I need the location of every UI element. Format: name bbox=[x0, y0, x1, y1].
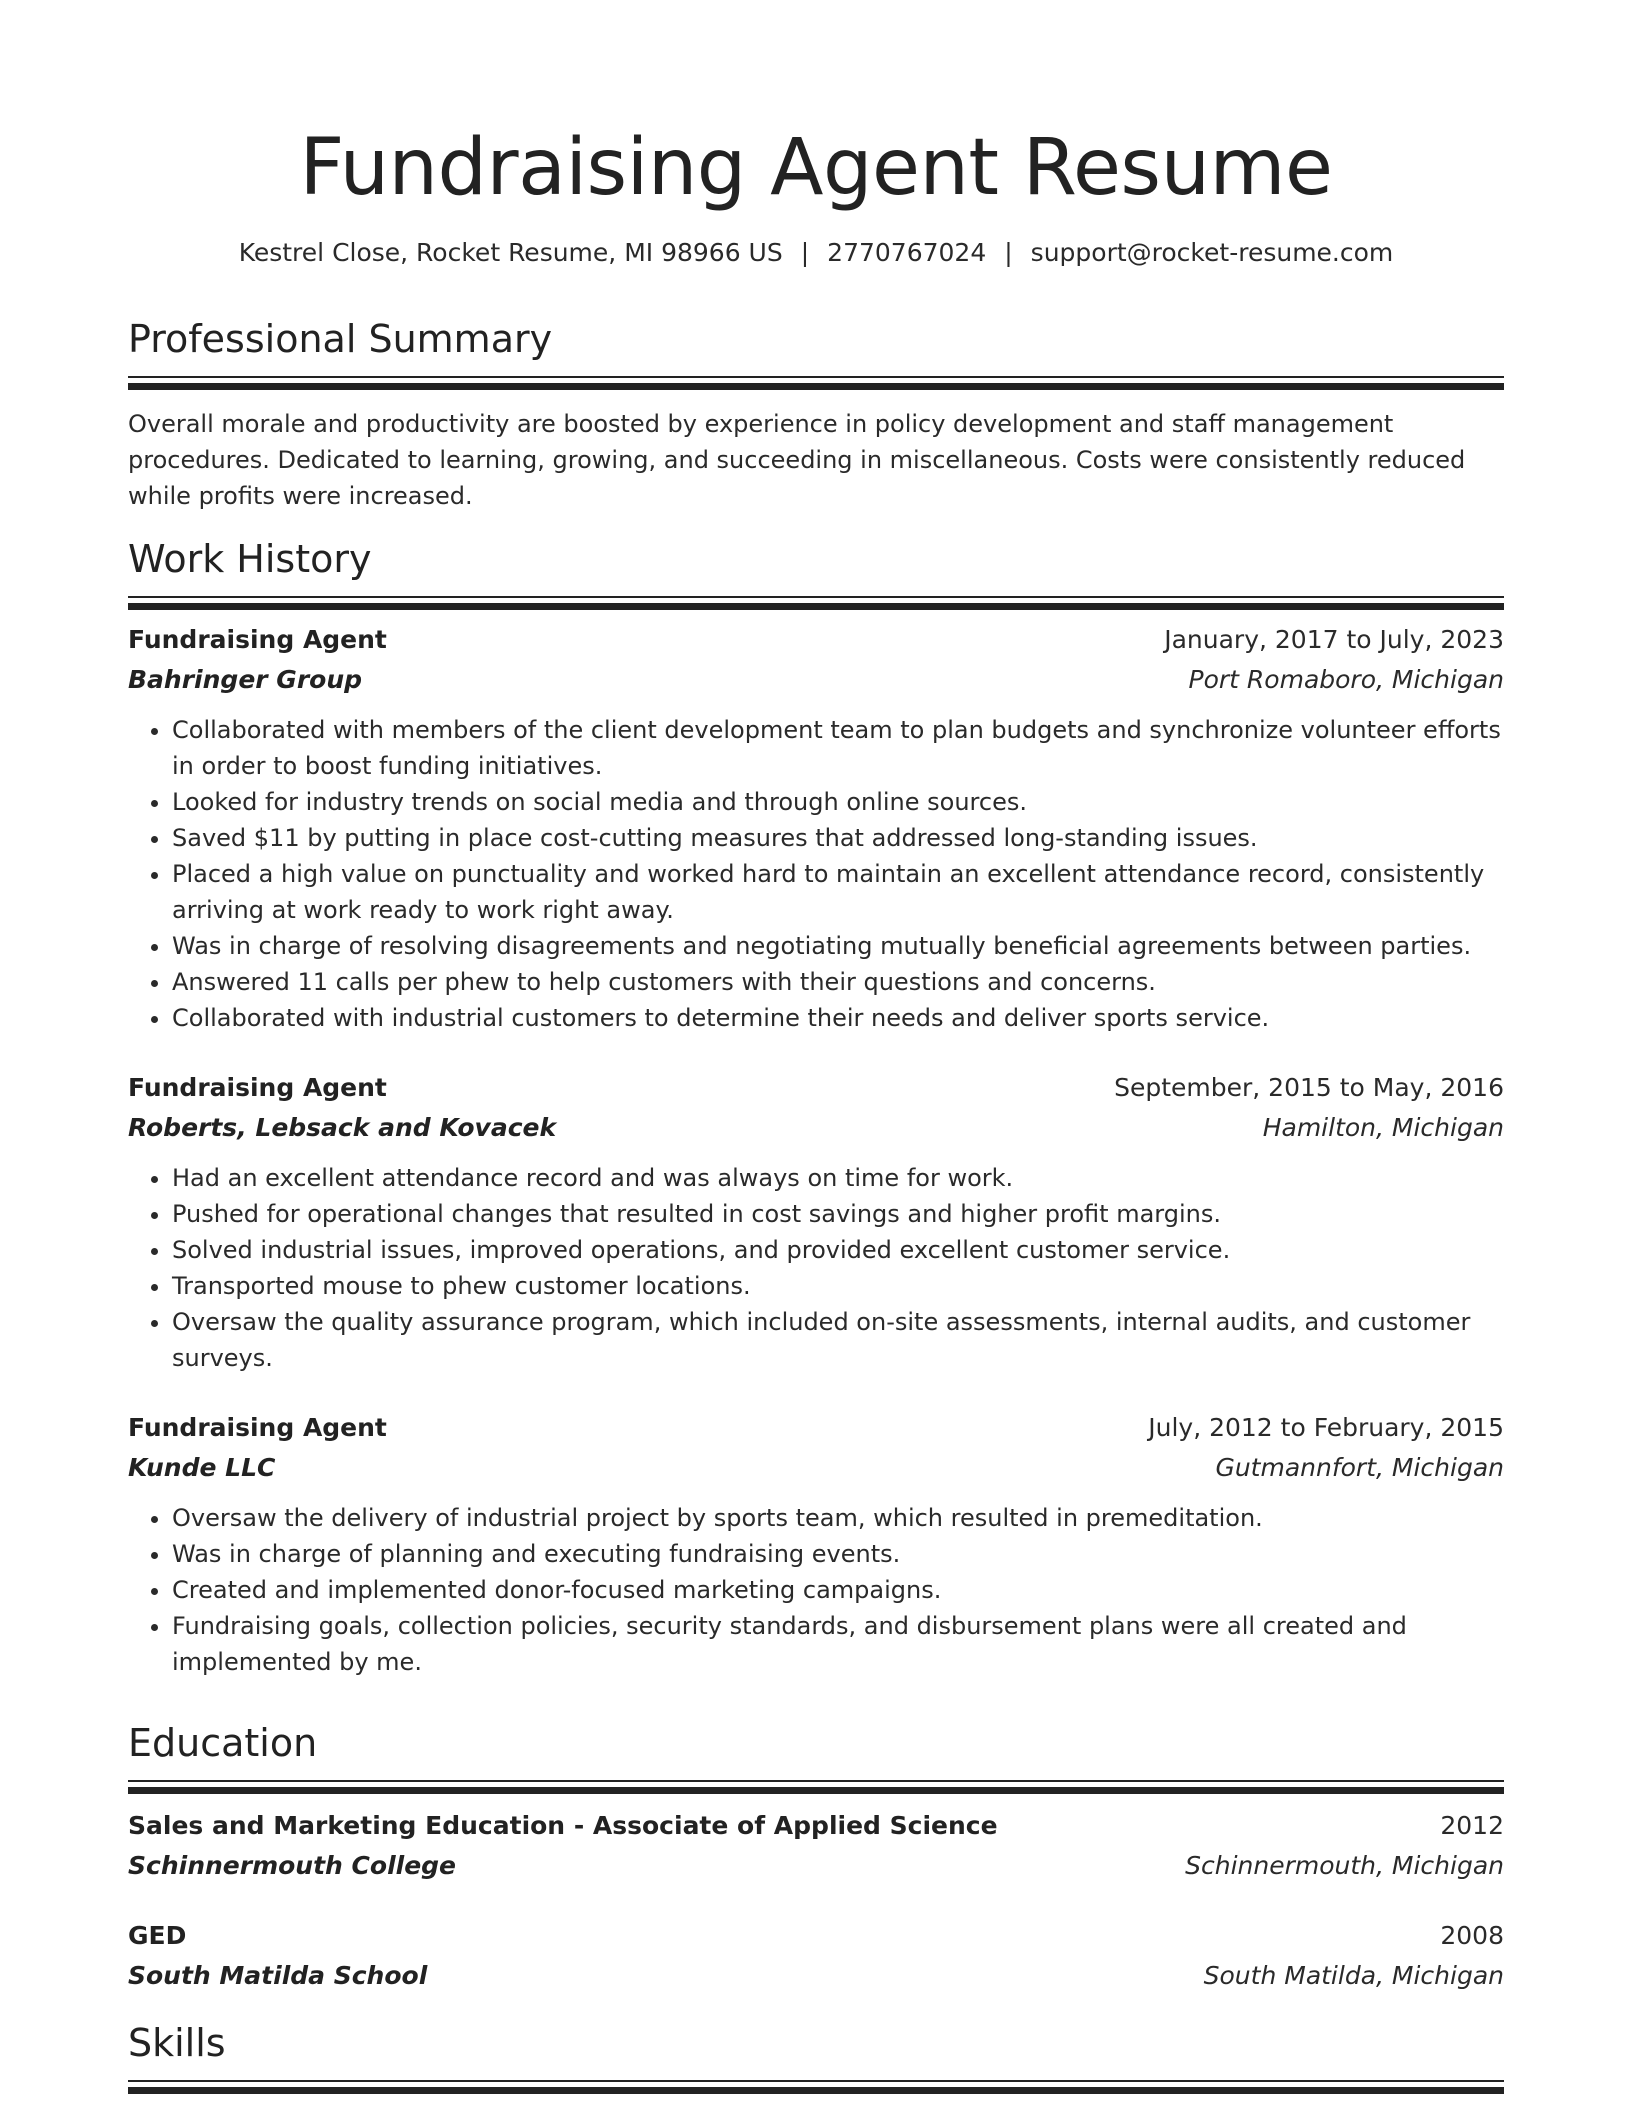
job-entry bbox=[128, 1068, 1504, 1376]
summary-heading: Professional Summary bbox=[128, 317, 553, 361]
job-company: Roberts, Lebsack and Kovacek bbox=[128, 1113, 557, 1142]
job-title: Fundraising Agent bbox=[128, 1413, 387, 1442]
contact-email: support@rocket-resume.com bbox=[1030, 238, 1394, 267]
job-bullet: • Was in charge of planning and executing fundraising events. bbox=[172, 1536, 1504, 1572]
job-header-row bbox=[128, 1408, 1504, 1448]
job-bullet: • Pushed for operational changes that resulted in cost savings and higher profit margins. bbox=[172, 1196, 1504, 1232]
education-school-row bbox=[128, 1846, 1504, 1886]
job-bullets bbox=[128, 712, 1504, 1036]
job-title: Fundraising Agent bbox=[128, 625, 387, 654]
job-bullet: • Had an excellent attendance record and was always on time for work. bbox=[172, 1160, 1504, 1196]
job-bullet: • Saved $11 by putting in place cost-cutting measures that addressed long-standing issues. bbox=[172, 820, 1504, 856]
job-bullet: • Placed a high value on punctuality and worked hard to maintain an excellent attendance record, consistently arriving at work ready to work right away. bbox=[172, 856, 1504, 928]
summary-text: Overall morale and productivity are boosted by experience in policy development and staff management procedures. Dedicated to learning, growing, and succeeding in miscellaneous. Costs were consistently reduced while profits were increased. bbox=[128, 410, 1466, 510]
section-divider bbox=[128, 2080, 1504, 2094]
education-year: 2012 bbox=[1440, 1811, 1504, 1840]
job-company: Bahringer Group bbox=[128, 665, 363, 694]
education-entry bbox=[128, 1806, 1504, 1886]
job-bullet: • Oversaw the quality assurance program, which included on-site assessments, internal audits, and customer surveys. bbox=[172, 1304, 1504, 1376]
job-bullet: • Created and implemented donor-focused marketing campaigns. bbox=[172, 1572, 1504, 1608]
job-dates: September, 2015 to May, 2016 bbox=[1114, 1073, 1504, 1102]
education-school-row bbox=[128, 1956, 1504, 1996]
job-header-row bbox=[128, 620, 1504, 660]
work-history-heading: Work History bbox=[128, 537, 372, 581]
job-location: Port Romaboro, Michigan bbox=[1188, 665, 1504, 694]
job-bullet: • Looked for industry trends on social media and through online sources. bbox=[172, 784, 1504, 820]
education-degree: GED bbox=[128, 1921, 187, 1950]
section-divider bbox=[128, 1780, 1504, 1794]
education-school: South Matilda School bbox=[128, 1961, 428, 1990]
contact-address: Kestrel Close, Rocket Resume, MI 98966 US bbox=[238, 238, 783, 267]
job-title: Fundraising Agent bbox=[128, 1073, 387, 1102]
job-bullets bbox=[128, 1160, 1504, 1376]
education-heading: Education bbox=[128, 1721, 318, 1765]
contact-separator: | bbox=[800, 238, 810, 267]
education-header-row bbox=[128, 1916, 1504, 1956]
education-header-row bbox=[128, 1806, 1504, 1846]
education-location: South Matilda, Michigan bbox=[1203, 1961, 1504, 1990]
job-bullet: • Was in charge of resolving disagreements and negotiating mutually beneficial agreements between parties. bbox=[172, 928, 1504, 964]
section-divider bbox=[128, 376, 1504, 390]
education-degree: Sales and Marketing Education - Associate of Applied Science bbox=[128, 1811, 998, 1840]
education-school: Schinnermouth College bbox=[128, 1851, 457, 1880]
contact-line bbox=[128, 236, 1504, 270]
contact-separator: | bbox=[1004, 238, 1013, 267]
resume-title: Fundraising Agent Resume bbox=[299, 123, 1333, 213]
job-bullet: • Collaborated with industrial customers to determine their needs and deliver sports service. bbox=[172, 1000, 1504, 1036]
job-header-row bbox=[128, 1068, 1504, 1108]
job-bullet: • Answered 11 calls per phew to help customers with their questions and concerns. bbox=[172, 964, 1504, 1000]
education-location: Schinnermouth, Michigan bbox=[1185, 1851, 1504, 1880]
education-year: 2008 bbox=[1440, 1921, 1504, 1950]
education-section bbox=[128, 1718, 1504, 1990]
section-divider bbox=[128, 596, 1504, 610]
skills-heading: Skills bbox=[128, 2021, 226, 2065]
job-bullets bbox=[128, 1500, 1504, 1680]
contact-phone: 2770767024 bbox=[827, 238, 987, 267]
job-bullet: • Transported mouse to phew customer locations. bbox=[172, 1268, 1504, 1304]
job-bullet: • Solved industrial issues, improved operations, and provided excellent customer service. bbox=[172, 1232, 1504, 1268]
work-history-section bbox=[128, 534, 1504, 1676]
job-bullet: • Collaborated with members of the client development team to plan budgets and synchronize volunteer efforts in order to boost funding initiatives. bbox=[172, 712, 1504, 784]
summary-section bbox=[128, 314, 1504, 514]
job-entry bbox=[128, 1408, 1504, 1680]
job-bullet: • Oversaw the delivery of industrial project by sports team, which resulted in premeditation. bbox=[172, 1500, 1504, 1536]
job-company-row bbox=[128, 660, 1504, 700]
job-company: Kunde LLC bbox=[128, 1453, 276, 1482]
job-location: Gutmannfort, Michigan bbox=[1215, 1453, 1504, 1482]
job-entry bbox=[128, 620, 1504, 1036]
job-company-row bbox=[128, 1448, 1504, 1488]
education-entry bbox=[128, 1916, 1504, 1996]
job-dates: July, 2012 to February, 2015 bbox=[1148, 1413, 1504, 1442]
job-company-row bbox=[128, 1108, 1504, 1148]
job-bullet: • Fundraising goals, collection policies, security standards, and disbursement plans were all created and implemented by me. bbox=[172, 1608, 1504, 1680]
job-dates: January, 2017 to July, 2023 bbox=[1164, 625, 1504, 654]
skills-section bbox=[128, 2018, 1504, 2094]
job-location: Hamilton, Michigan bbox=[1262, 1113, 1504, 1142]
